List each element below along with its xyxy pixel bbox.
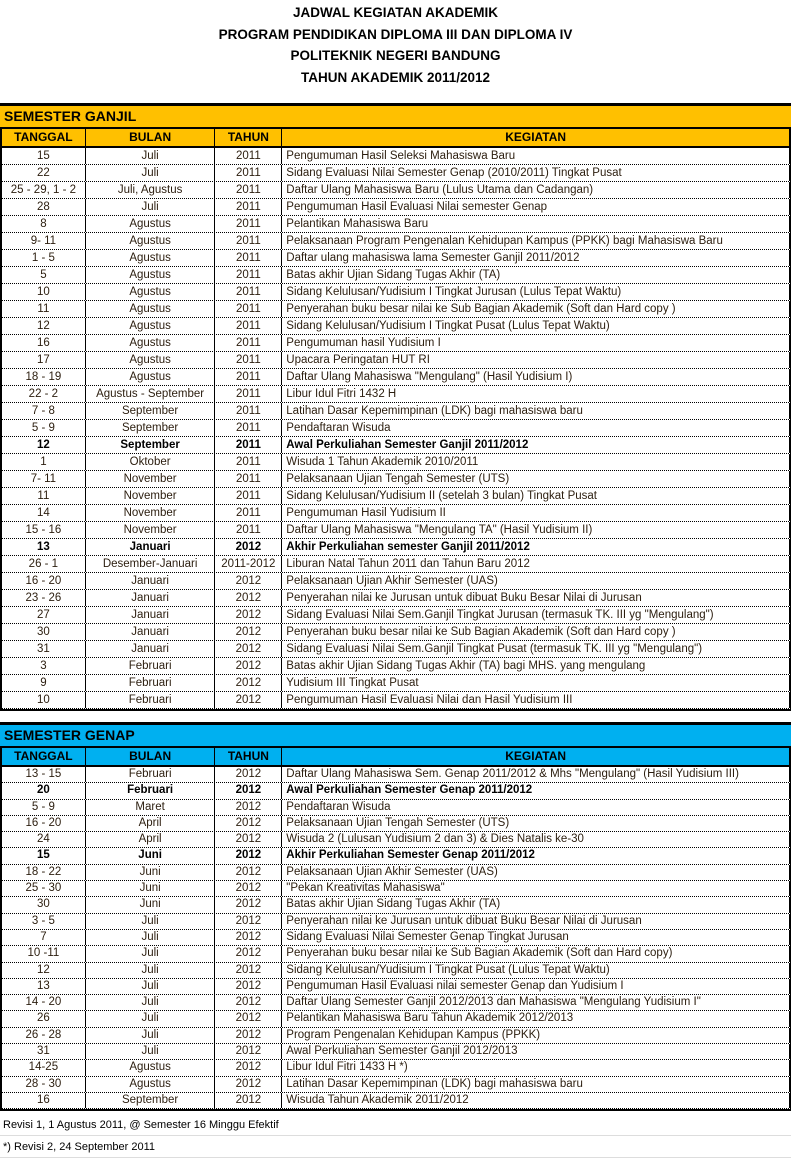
cell-kegiatan: Penyerahan nilai ke Jurusan untuk dibuat Buku Besar Nilai di Jurusan <box>282 914 791 929</box>
cell-tahun: 2012 <box>215 930 282 945</box>
cell-kegiatan: Daftar Ulang Mahasiswa Baru (Lulus Utama dan Cadangan) <box>282 182 791 198</box>
table-row <box>2 658 791 675</box>
cell-bulan: Agustus <box>86 216 216 232</box>
cell-tahun: 2011 <box>215 318 282 334</box>
cell-bulan: Januari <box>86 641 216 657</box>
revision-note-2: *) Revisi 2, 24 September 2011 <box>0 1136 791 1158</box>
column-header-bulan: BULAN <box>86 748 216 765</box>
cell-kegiatan: Pengumuman Hasil Seleksi Mahasiswa Baru <box>282 148 791 164</box>
cell-kegiatan: Pendaftaran Wisuda <box>282 800 791 815</box>
cell-tahun: 2011 <box>215 284 282 300</box>
cell-bulan: April <box>86 816 216 831</box>
table-row <box>2 454 791 471</box>
cell-bulan: Agustus <box>86 250 216 266</box>
cell-bulan: Juni <box>86 865 216 880</box>
cell-tahun: 2011 <box>215 233 282 249</box>
table-row <box>2 386 791 403</box>
cell-tanggal: 1 - 5 <box>2 250 86 266</box>
cell-tanggal: 13 - 15 <box>2 767 86 782</box>
column-header-bulan: BULAN <box>86 129 216 146</box>
cell-tanggal: 31 <box>2 641 86 657</box>
cell-bulan: Juli <box>86 914 216 929</box>
cell-tahun: 2011 <box>215 386 282 402</box>
cell-kegiatan: "Pekan Kreativitas Mahasiswa" <box>282 881 791 896</box>
cell-kegiatan: Pelantikan Mahasiswa Baru <box>282 216 791 232</box>
table-row <box>2 590 791 607</box>
column-header-tahun: TAHUN <box>215 748 282 765</box>
column-header-kegiatan: KEGIATAN <box>282 748 791 765</box>
cell-kegiatan: Batas akhir Ujian Sidang Tugas Akhir (TA) <box>282 267 791 283</box>
title-line: POLITEKNIK NEGERI BANDUNG <box>290 48 501 63</box>
cell-kegiatan: Wisuda 1 Tahun Akademik 2010/2011 <box>282 454 791 470</box>
cell-tanggal: 7- 11 <box>2 471 86 487</box>
cell-bulan: Juli <box>86 946 216 961</box>
cell-tahun: 2011 <box>215 420 282 436</box>
column-header-tanggal: TANGGAL <box>2 129 86 146</box>
cell-bulan: November <box>86 522 216 538</box>
cell-bulan: Juli <box>86 1044 216 1059</box>
cell-kegiatan: Daftar Ulang Mahasiswa "Mengulang" (Hasil Yudisium I) <box>282 369 791 385</box>
section-title: SEMESTER GANJIL <box>0 103 791 129</box>
cell-kegiatan: Sidang Kelulusan/Yudisium I Tingkat Pusat (Lulus Tepat Waktu) <box>282 963 791 978</box>
cell-bulan: September <box>86 437 216 453</box>
table-row <box>2 783 791 799</box>
cell-bulan: Juli <box>86 930 216 945</box>
table-row <box>2 471 791 488</box>
cell-tahun: 2012 <box>215 539 282 555</box>
cell-tanggal: 16 - 20 <box>2 573 86 589</box>
cell-tanggal: 12 <box>2 437 86 453</box>
cell-tahun: 2011 <box>215 165 282 181</box>
cell-tanggal: 10 -11 <box>2 946 86 961</box>
cell-tanggal: 5 <box>2 267 86 283</box>
cell-kegiatan: Sidang Evaluasi Nilai Sem.Ganjil Tingkat Jurusan (termasuk TK. III yg "Mengulang") <box>282 607 791 623</box>
table-row <box>2 148 791 165</box>
cell-kegiatan: Libur Idul Fitri 1432 H <box>282 386 791 402</box>
table-row <box>2 816 791 832</box>
cell-kegiatan: Pengumuman Hasil Evaluasi Nilai dan Hasil Yudisium III <box>282 692 791 708</box>
column-header-tahun: TAHUN <box>215 129 282 146</box>
cell-kegiatan: Wisuda 2 (Lulusan Yudisium 2 dan 3) & Dies Natalis ke-30 <box>282 832 791 847</box>
table-row <box>2 573 791 590</box>
document-title <box>0 2 791 88</box>
cell-tahun: 2012 <box>215 641 282 657</box>
cell-bulan: Januari <box>86 539 216 555</box>
table-row <box>2 1028 791 1044</box>
cell-tahun: 2012 <box>215 881 282 896</box>
table-row <box>2 897 791 913</box>
cell-bulan: Januari <box>86 590 216 606</box>
title-line: TAHUN AKADEMIK 2011/2012 <box>300 69 491 85</box>
table-row <box>2 267 791 284</box>
cell-tahun: 2012 <box>215 897 282 912</box>
cell-tahun: 2012 <box>215 914 282 929</box>
table-row <box>2 848 791 864</box>
table-row <box>2 914 791 930</box>
cell-tahun: 2011 <box>215 437 282 453</box>
cell-tahun: 2012 <box>215 1077 282 1092</box>
cell-kegiatan: Pelaksanaan Ujian Akhir Semester (UAS) <box>282 573 791 589</box>
cell-tanggal: 18 - 19 <box>2 369 86 385</box>
cell-tahun: 2012 <box>215 783 282 798</box>
table-row <box>2 692 791 709</box>
cell-bulan: Agustus <box>86 318 216 334</box>
cell-tahun: 2011 <box>215 352 282 368</box>
cell-kegiatan: Pelaksanaan Ujian Tengah Semester (UTS) <box>282 816 791 831</box>
table-row <box>2 199 791 216</box>
cell-bulan: Februari <box>86 675 216 691</box>
cell-tanggal: 22 - 2 <box>2 386 86 402</box>
cell-kegiatan: Sidang Evaluasi Nilai Semester Genap (2010/2011) Tingkat Pusat <box>282 165 791 181</box>
table-row <box>2 979 791 995</box>
cell-tanggal: 3 <box>2 658 86 674</box>
cell-tanggal: 25 - 30 <box>2 881 86 896</box>
cell-tahun: 2011 <box>215 182 282 198</box>
cell-bulan: Juli <box>86 199 216 215</box>
cell-kegiatan: Pendaftaran Wisuda <box>282 420 791 436</box>
cell-tanggal: 16 <box>2 335 86 351</box>
cell-tahun: 2012 <box>215 1028 282 1043</box>
table-row <box>2 488 791 505</box>
cell-tanggal: 15 <box>2 848 86 863</box>
revision-note-1: Revisi 1, 1 Agustus 2011, @ Semester 16 Minggu Efektif <box>0 1114 791 1136</box>
cell-bulan: September <box>86 1093 216 1108</box>
table-row <box>2 233 791 250</box>
cell-tanggal: 25 - 29, 1 - 2 <box>2 182 86 198</box>
cell-tahun: 2011-2012 <box>215 556 282 572</box>
table-row <box>2 767 791 783</box>
cell-tahun: 2012 <box>215 767 282 782</box>
cell-tahun: 2012 <box>215 1011 282 1026</box>
cell-kegiatan: Upacara Peringatan HUT RI <box>282 352 791 368</box>
cell-tanggal: 14 <box>2 505 86 521</box>
cell-tanggal: 20 <box>2 783 86 798</box>
cell-bulan: Juli <box>86 1028 216 1043</box>
cell-tanggal: 12 <box>2 318 86 334</box>
cell-bulan: September <box>86 403 216 419</box>
cell-tahun: 2011 <box>215 488 282 504</box>
table-row <box>2 930 791 946</box>
schedule-table-body <box>0 148 791 711</box>
cell-bulan: Agustus <box>86 352 216 368</box>
cell-tahun: 2012 <box>215 963 282 978</box>
cell-tanggal: 28 - 30 <box>2 1077 86 1092</box>
cell-tanggal: 30 <box>2 624 86 640</box>
cell-bulan: Juli <box>86 1011 216 1026</box>
column-header-row <box>0 748 791 767</box>
cell-tanggal: 8 <box>2 216 86 232</box>
cell-bulan: September <box>86 420 216 436</box>
cell-kegiatan: Sidang Kelulusan/Yudisium I Tingkat Pusat (Lulus Tepat Waktu) <box>282 318 791 334</box>
cell-bulan: Januari <box>86 607 216 623</box>
schedule-table-body <box>0 767 791 1111</box>
cell-tahun: 2012 <box>215 979 282 994</box>
cell-kegiatan: Sidang Evaluasi Nilai Sem.Ganjil Tingkat Pusat (termasuk TK. III yg "Mengulang") <box>282 641 791 657</box>
cell-tanggal: 23 - 26 <box>2 590 86 606</box>
cell-kegiatan: Penyerahan buku besar nilai ke Sub Bagian Akademik (Soft dan Hard copy ) <box>282 301 791 317</box>
table-row <box>2 1093 791 1109</box>
cell-bulan: Maret <box>86 800 216 815</box>
cell-bulan: Desember-Januari <box>86 556 216 572</box>
cell-tanggal: 27 <box>2 607 86 623</box>
column-header-kegiatan: KEGIATAN <box>282 129 791 146</box>
cell-kegiatan: Pengumuman Hasil Evaluasi nilai semester Genap dan Yudisium I <box>282 979 791 994</box>
cell-bulan: Agustus <box>86 284 216 300</box>
cell-tahun: 2011 <box>215 369 282 385</box>
cell-tanggal: 26 <box>2 1011 86 1026</box>
cell-tahun: 2012 <box>215 1044 282 1059</box>
cell-bulan: Agustus <box>86 301 216 317</box>
cell-kegiatan: Pengumuman hasil Yudisium I <box>282 335 791 351</box>
cell-kegiatan: Daftar Ulang Mahasiswa "Mengulang TA" (Hasil Yudisium II) <box>282 522 791 538</box>
cell-tanggal: 5 - 9 <box>2 800 86 815</box>
cell-bulan: Februari <box>86 783 216 798</box>
section-title: SEMESTER GENAP <box>0 722 791 748</box>
table-row <box>2 1011 791 1027</box>
table-row <box>2 182 791 199</box>
cell-tanggal: 7 - 8 <box>2 403 86 419</box>
cell-tanggal: 26 - 1 <box>2 556 86 572</box>
cell-tanggal: 30 <box>2 897 86 912</box>
table-row <box>2 437 791 454</box>
cell-bulan: Juli <box>86 995 216 1010</box>
cell-kegiatan: Sidang Kelulusan/Yudisium II (setelah 3 bulan) Tingkat Pusat <box>282 488 791 504</box>
table-row <box>2 675 791 692</box>
cell-tanggal: 10 <box>2 692 86 708</box>
cell-tanggal: 17 <box>2 352 86 368</box>
table-row <box>2 800 791 816</box>
cell-tanggal: 1 <box>2 454 86 470</box>
cell-tahun: 2011 <box>215 335 282 351</box>
cell-kegiatan: Penyerahan nilai ke Jurusan untuk dibuat Buku Besar Nilai di Jurusan <box>282 590 791 606</box>
cell-bulan: Oktober <box>86 454 216 470</box>
cell-kegiatan: Akhir Perkuliahan semester Ganjil 2011/2012 <box>282 539 791 555</box>
cell-tahun: 2012 <box>215 607 282 623</box>
cell-bulan: November <box>86 471 216 487</box>
cell-tahun: 2011 <box>215 403 282 419</box>
cell-kegiatan: Pengumuman Hasil Evaluasi Nilai semester Genap <box>282 199 791 215</box>
cell-bulan: Juli <box>86 963 216 978</box>
cell-tahun: 2012 <box>215 832 282 847</box>
cell-kegiatan: Daftar Ulang Semester Ganjil 2012/2013 dan Mahasiswa "Mengulang Yudisium I" <box>282 995 791 1010</box>
cell-tahun: 2012 <box>215 800 282 815</box>
cell-kegiatan: Penyerahan buku besar nilai ke Sub Bagian Akademik (Soft dan Hard copy) <box>282 946 791 961</box>
cell-tanggal: 15 - 16 <box>2 522 86 538</box>
cell-bulan: Agustus <box>86 233 216 249</box>
table-row <box>2 995 791 1011</box>
cell-kegiatan: Wisuda Tahun Akademik 2011/2012 <box>282 1093 791 1108</box>
table-row <box>2 522 791 539</box>
cell-tanggal: 11 <box>2 488 86 504</box>
cell-bulan: Agustus <box>86 267 216 283</box>
cell-tanggal: 14-25 <box>2 1060 86 1075</box>
cell-tahun: 2012 <box>215 865 282 880</box>
cell-kegiatan: Awal Perkuliahan Semester Ganjil 2012/2013 <box>282 1044 791 1059</box>
table-row <box>2 216 791 233</box>
cell-tahun: 2012 <box>215 692 282 708</box>
cell-tanggal: 15 <box>2 148 86 164</box>
column-header-tanggal: TANGGAL <box>2 748 86 765</box>
cell-tahun: 2012 <box>215 675 282 691</box>
cell-bulan: April <box>86 832 216 847</box>
cell-tahun: 2012 <box>215 624 282 640</box>
table-row <box>2 1044 791 1060</box>
table-row <box>2 881 791 897</box>
cell-bulan: Agustus <box>86 335 216 351</box>
cell-tahun: 2012 <box>215 816 282 831</box>
table-row <box>2 403 791 420</box>
table-row <box>2 352 791 369</box>
cell-tanggal: 14 - 20 <box>2 995 86 1010</box>
cell-kegiatan: Yudisium III Tingkat Pusat <box>282 675 791 691</box>
cell-kegiatan: Awal Perkuliahan Semester Ganjil 2011/2012 <box>282 437 791 453</box>
table-row <box>2 607 791 624</box>
cell-tahun: 2011 <box>215 505 282 521</box>
table-row <box>2 1077 791 1093</box>
cell-kegiatan: Pelaksanaan Ujian Akhir Semester (UAS) <box>282 865 791 880</box>
column-header-row <box>0 129 791 148</box>
cell-kegiatan: Daftar ulang mahasiswa lama Semester Ganjil 2011/2012 <box>282 250 791 266</box>
cell-kegiatan: Sidang Kelulusan/Yudisium I Tingkat Jurusan (Lulus Tepat Waktu) <box>282 284 791 300</box>
semester-genap-section <box>0 722 791 1111</box>
cell-tanggal: 5 - 9 <box>2 420 86 436</box>
table-row <box>2 165 791 182</box>
cell-kegiatan: Program Pengenalan Kehidupan Kampus (PPKK) <box>282 1028 791 1043</box>
cell-tahun: 2011 <box>215 250 282 266</box>
cell-tahun: 2011 <box>215 199 282 215</box>
cell-kegiatan: Daftar Ulang Mahasiswa Sem. Genap 2011/2012 & Mhs "Mengulang" (Hasil Yudisium III) <box>282 767 791 782</box>
cell-kegiatan: Latihan Dasar Kepemimpinan (LDK) bagi mahasiswa baru <box>282 1077 791 1092</box>
cell-tahun: 2012 <box>215 1093 282 1108</box>
cell-kegiatan: Penyerahan buku besar nilai ke Sub Bagian Akademik (Soft dan Hard copy ) <box>282 624 791 640</box>
cell-tanggal: 3 - 5 <box>2 914 86 929</box>
cell-tanggal: 31 <box>2 1044 86 1059</box>
cell-kegiatan: Pelaksanaan Ujian Tengah Semester (UTS) <box>282 471 791 487</box>
table-row <box>2 318 791 335</box>
table-row <box>2 335 791 352</box>
table-row <box>2 301 791 318</box>
title-line: JADWAL KEGIATAN AKADEMIK <box>293 5 498 20</box>
cell-tahun: 2012 <box>215 848 282 863</box>
cell-tahun: 2011 <box>215 522 282 538</box>
cell-kegiatan: Sidang Evaluasi Nilai Semester Genap Tingkat Jurusan <box>282 930 791 945</box>
cell-bulan: Juni <box>86 848 216 863</box>
cell-tahun: 2011 <box>215 148 282 164</box>
title-line: PROGRAM PENDIDIKAN DIPLOMA III DAN DIPLOMA IV <box>218 26 573 42</box>
table-row <box>2 832 791 848</box>
table-row <box>2 505 791 522</box>
cell-tanggal: 9- 11 <box>2 233 86 249</box>
cell-tahun: 2011 <box>215 267 282 283</box>
cell-tahun: 2012 <box>215 658 282 674</box>
table-row <box>2 624 791 641</box>
cell-kegiatan: Pelantikan Mahasiswa Baru Tahun Akademik 2012/2013 <box>282 1011 791 1026</box>
cell-bulan: Agustus <box>86 1060 216 1075</box>
cell-kegiatan: Latihan Dasar Kepemimpinan (LDK) bagi mahasiswa baru <box>282 403 791 419</box>
semester-ganjil-section <box>0 103 791 711</box>
cell-tanggal: 13 <box>2 979 86 994</box>
table-row <box>2 865 791 881</box>
cell-bulan: Juli <box>86 165 216 181</box>
cell-tahun: 2012 <box>215 573 282 589</box>
table-row <box>2 284 791 301</box>
table-row <box>2 641 791 658</box>
table-row <box>2 963 791 979</box>
cell-bulan: Januari <box>86 573 216 589</box>
cell-bulan: Juni <box>86 881 216 896</box>
cell-tanggal: 16 <box>2 1093 86 1108</box>
cell-bulan: Agustus - September <box>86 386 216 402</box>
table-row <box>2 946 791 962</box>
cell-bulan: Agustus <box>86 369 216 385</box>
table-row <box>2 556 791 573</box>
cell-kegiatan: Liburan Natal Tahun 2011 dan Tahun Baru 2012 <box>282 556 791 572</box>
footer-notes <box>0 1114 791 1158</box>
cell-bulan: Juli <box>86 979 216 994</box>
cell-bulan: Februari <box>86 692 216 708</box>
cell-bulan: Juli, Agustus <box>86 182 216 198</box>
table-row <box>2 1060 791 1076</box>
cell-tanggal: 28 <box>2 199 86 215</box>
table-row <box>2 420 791 437</box>
cell-kegiatan: Akhir Perkuliahan Semester Genap 2011/2012 <box>282 848 791 863</box>
cell-bulan: Februari <box>86 658 216 674</box>
cell-tanggal: 11 <box>2 301 86 317</box>
cell-tahun: 2012 <box>215 590 282 606</box>
table-row <box>2 250 791 267</box>
table-row <box>2 539 791 556</box>
cell-tanggal: 7 <box>2 930 86 945</box>
cell-tanggal: 26 - 28 <box>2 1028 86 1043</box>
cell-tanggal: 12 <box>2 963 86 978</box>
cell-tahun: 2011 <box>215 216 282 232</box>
cell-kegiatan: Batas akhir Ujian Sidang Tugas Akhir (TA) <box>282 897 791 912</box>
cell-tanggal: 24 <box>2 832 86 847</box>
cell-bulan: Juli <box>86 148 216 164</box>
cell-bulan: Januari <box>86 624 216 640</box>
cell-tahun: 2012 <box>215 995 282 1010</box>
cell-kegiatan: Awal Perkuliahan Semester Genap 2011/2012 <box>282 783 791 798</box>
cell-tanggal: 13 <box>2 539 86 555</box>
cell-tahun: 2011 <box>215 454 282 470</box>
cell-kegiatan: Pelaksanaan Program Pengenalan Kehidupan Kampus (PPKK) bagi Mahasiswa Baru <box>282 233 791 249</box>
cell-bulan: Februari <box>86 767 216 782</box>
cell-kegiatan: Libur Idul Fitri 1433 H *) <box>282 1060 791 1075</box>
cell-bulan: November <box>86 505 216 521</box>
cell-tahun: 2011 <box>215 471 282 487</box>
cell-tanggal: 22 <box>2 165 86 181</box>
cell-tanggal: 16 - 20 <box>2 816 86 831</box>
cell-bulan: Agustus <box>86 1077 216 1092</box>
table-row <box>2 369 791 386</box>
cell-bulan: November <box>86 488 216 504</box>
cell-tahun: 2012 <box>215 1060 282 1075</box>
cell-tahun: 2012 <box>215 946 282 961</box>
cell-tanggal: 18 - 22 <box>2 865 86 880</box>
cell-tanggal: 9 <box>2 675 86 691</box>
cell-tahun: 2011 <box>215 301 282 317</box>
cell-kegiatan: Pengumuman Hasil Yudisium II <box>282 505 791 521</box>
cell-kegiatan: Batas akhir Ujian Sidang Tugas Akhir (TA) bagi MHS. yang mengulang <box>282 658 791 674</box>
cell-tanggal: 10 <box>2 284 86 300</box>
cell-bulan: Juni <box>86 897 216 912</box>
